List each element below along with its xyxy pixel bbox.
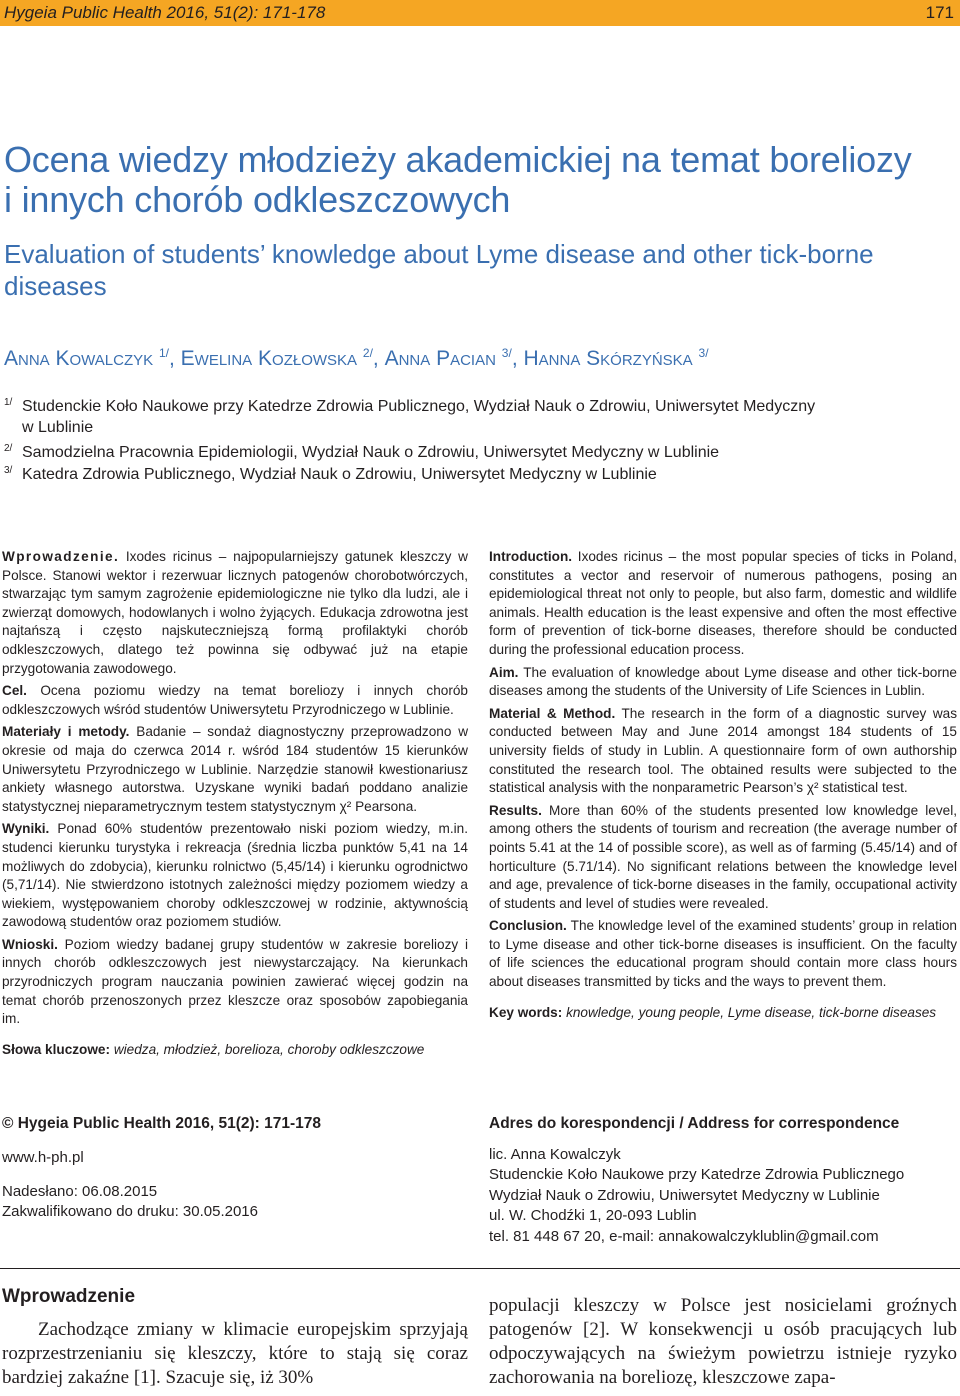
correspondence-line: ul. W. Chodźki 1, 20-093 Lublin <box>489 1207 697 1224</box>
title-polish <box>4 140 956 220</box>
abstract-section: Aim. The evaluation of knowledge about Lyme disease and other tick-borne diseases among the students of the University of Life Sciences in Lublin. <box>489 664 957 699</box>
title-polish-line2: i innych chorób odkleszczowych <box>4 179 511 220</box>
intro-heading: Wprowadzenie <box>2 1286 136 1307</box>
affiliation-1: 1/ Studenckie Koło Naukowe przy Katedrze Zdrowia Publicznego, Wydział Nauk o Zdrowiu, Uniwersytet Medyczny w Lublinie <box>4 397 816 436</box>
title-polish-line1: Ocena wiedzy młodzieży akademickiej na temat boreliozy <box>4 139 912 180</box>
abstract-section: Cel. Ocena poziomu wiedzy na temat boreliozy i innych chorób odkleszczowych wśród studentów Uniwersytetu Przyrodniczego w Lublinie. <box>2 683 468 717</box>
correspondence-name: lic. Anna Kowalczyk <box>489 1145 621 1163</box>
abstract-english <box>489 548 957 1026</box>
correspondence-heading: Adres do korespondencji / Address for correspondence <box>489 1115 900 1132</box>
abstract-section: Results. More than 60% of the students presented low knowledge level, among others the students of tourism and recreation (the average number of points 5.41 at the 14 of possible score), as well as of farming (5.45/14) and of horticulture (5.71/14). No significant relations between the knowledge level and age, prevalence of tick-borne diseases in the family, occupational activity of students and level of studies were revealed. <box>489 802 958 911</box>
abstract-section: Materiały i metody. Badanie – sondaż diagnostyczny przeprowadzono w okresie od maja do czerwca 2014 r. wśród 184 studentów 15 kierunków Uniwersytetu Przyrodniczego w Lublinie. Narzędzie stanowił kwestionariusz ankiety własnego autorstwa. Uzyskane wyniki badań poddano analizie statystycznej nieparametrycznym testem statystycznym χ² Pearsona. <box>2 724 469 814</box>
abstract-section: Introduction. Ixodes ricinus – the most popular species of ticks in Poland, constitutes a vector and reservoir of numerous pathogens, posing an epidemiological threat not only to people, but also farm, domestic and wildlife animals. Health education is the least expensive and often the most effective form of prevention of tick-borne diseases, therefore should be conducted during the professional education process. <box>489 549 957 657</box>
page-number: 171 <box>925 3 954 22</box>
affiliation-3: 3/ Katedra Zdrowia Publicznego, Wydział Nauk o Zdrowiu, Uniwersytet Medyczny w Lublinie <box>4 465 657 483</box>
keywords: Key words: knowledge, young people, Lyme disease, tick-borne diseases <box>489 1004 937 1020</box>
author: Hanna Skórzyńska $^{3/}$ <box>523 346 709 370</box>
intro-text-right: populacji kleszczy w Polsce jest nosicielami groźnych patogenów [2]. W konsekwencji u osób pracujących lub odpoczywających na świeżym powietrzu istnieje ryzyko zachorowania na boreliozę, kleszczowe zapa- <box>489 1295 957 1388</box>
website-link[interactable]: www.h-ph.pl <box>2 1149 84 1166</box>
title-english-line1: Evaluation of students’ knowledge about Lyme disease and other tick-borne <box>4 239 874 269</box>
affiliation-2: 2/ Samodzielna Pracownia Epidemiologii, Wydział Nauk o Zdrowiu, Uniwersytet Medyczny w Lublinie <box>4 443 720 461</box>
abstract-section: Wprowadzenie. Ixodes ricinus – najpopularniejszy gatunek kleszczy w Polsce. Stanowi wektor i rezerwuar licznych patogenów chorobotwórczych, stwarzając tym samym zagrożenie epidemiologiczne nie tylko dla ludzi, ale i zwierząt domowych, hodowlanych i wolno żyjących. Edukacja zdrowotna jest najtańszą i często najskuteczniejszą formą profilaktyki chorób odkleszczowych, dlatego też powinna się odbywać już na etapie przygotowania zawodowego. <box>2 549 468 676</box>
author: Anna Kowalczyk $^{1/}$, <box>4 346 181 370</box>
correspondence-line: Studenckie Koło Naukowe przy Katedrze Zdrowia Publicznego <box>489 1166 905 1183</box>
abstract-section: Conclusion. The knowledge level of the examined students’ group in relation to Lyme disease and other tick-borne diseases is insufficient. On the faculty of life sciences the educational program should contain more class hours about diseases transmitted by ticks and the ways to prevent them. <box>489 918 957 990</box>
author-list <box>4 346 956 371</box>
correspondence-contact[interactable]: tel. 81 448 67 20, e-mail: annakowalczyklublin@gmail.com <box>489 1227 879 1245</box>
abstract-section: Material & Method. The research in the form of a diagnostic survey was conducted between May and June 2014 amongst 184 students of 15 university fields of study in Lublin. A questionnaire form of own authorship constituted the research tool. The obtained results were subjected to the statistical analysis with the nonparametric Pearson’s χ² statistical test. <box>489 705 958 796</box>
abstract-polish <box>2 548 468 1063</box>
keywords: Słowa kluczowe: wiedza, młodzież, borelioza, choroby odkleszczowe <box>2 1041 425 1057</box>
title-english-line2: diseases <box>4 271 107 301</box>
correspondence-block <box>489 1114 959 1247</box>
accepted-date: Zakwalifikowano do druku: 30.05.2016 <box>2 1203 258 1220</box>
intro-text-left: Zachodzące zmiany w klimacie europejskim sprzyjają rozprzestrzenianiu się kleszczy, które to stają się coraz bardziej zakaźne [1]. Szacuje się, iż 30% <box>2 1319 468 1388</box>
author: Ewelina Kozłowska $^{2/}$, <box>180 346 385 370</box>
title-english <box>4 238 956 302</box>
section-divider <box>0 1268 960 1269</box>
author: Anna Pacian $^{3/}$, <box>384 346 524 370</box>
journal-info <box>2 1114 472 1222</box>
abstract-section: Wnioski. Poziom wiedzy badanej grupy studentów w zakresie boreliozy i innych chorób odkleszczowych jest niewystarczający. Na kierunkach przyrodniczych program nauczania powinien zawierać więcej godzin na temat chorób przenoszonych przez kleszcze oraz sposobów zapobiegania im. <box>2 936 468 1027</box>
correspondence-line: Wydział Nauk o Zdrowiu, Uniwersytet Medyczny w Lublinie <box>489 1186 880 1204</box>
received-date: Nadesłano: 06.08.2015 <box>2 1183 158 1200</box>
abstract-section: Wyniki. Ponad 60% studentów prezentowało niski poziom wiedzy, m.in. studenci kierunku turystyka i rekreacja (średnia liczba punktów 5,41 na 14 możliwych do zdobycia), kierunku rolnictwo (5,45/14) i kierunku ogrodnictwo (5,71/14). Nie stwierdzono istotnych zależności między poziomem wiedzy a wiekiem, występowaniem choroby odkleszczowej w rodzinie, aktywnością zawodową studentów oraz poziomem studiów. <box>2 821 469 930</box>
copyright-line: © Hygeia Public Health 2016, 51(2): 171-178 <box>2 1115 321 1132</box>
journal-citation: Hygeia Public Health 2016, 51(2): 171-178 <box>4 3 326 22</box>
